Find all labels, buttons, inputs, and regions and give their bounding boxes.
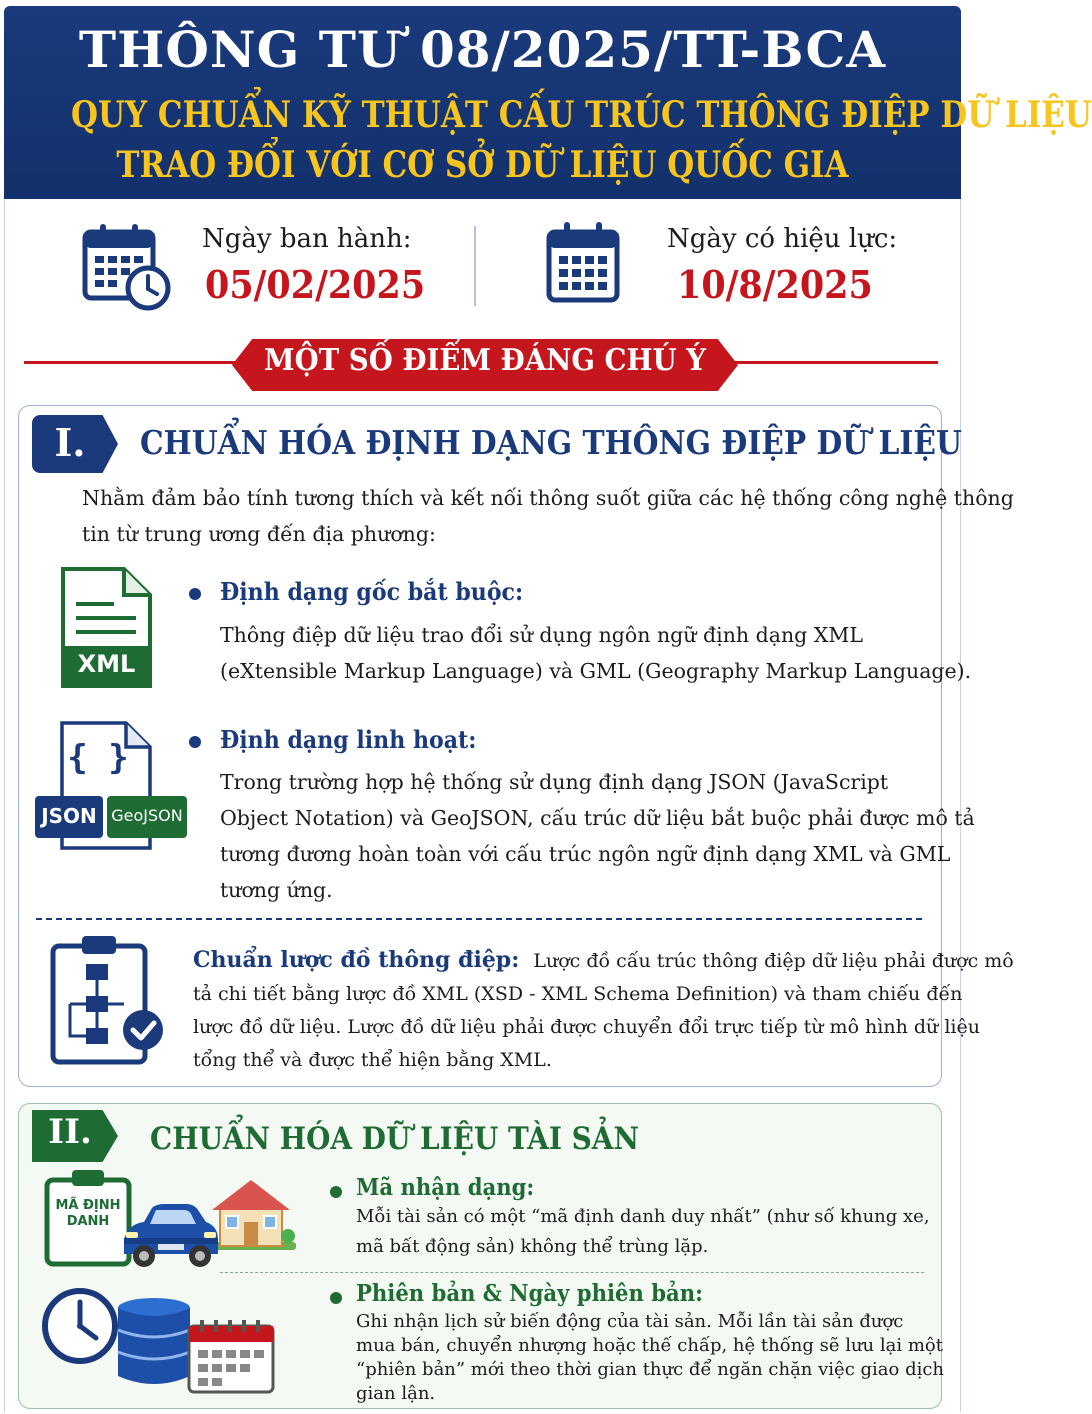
schema-line-4: tổng thể và được thể hiện bằng XML.	[193, 1049, 552, 1071]
schema-line-3: lược đồ dữ liệu. Lược đồ dữ liệu phải được chuyển đổi trực tiếp từ mô hình dữ liệu	[193, 1016, 980, 1038]
item-text-line: tương đương hoàn toàn với cấu trúc ngôn ngữ định dạng XML và GML	[220, 842, 951, 866]
section-1-number: I.	[54, 420, 86, 465]
effective-date-value: 10/8/2025	[677, 262, 873, 307]
item-heading-identifier: Mã nhận dạng:	[356, 1174, 535, 1201]
item-text-line: Mỗi tài sản có một “mã định danh duy nhất” (như số khung xe,	[356, 1206, 930, 1227]
bullet-dot	[330, 1292, 342, 1304]
date-divider	[474, 226, 476, 306]
section-1-title: CHUẨN HÓA ĐỊNH DẠNG THÔNG ĐIỆP DỮ LIỆU	[140, 423, 962, 462]
section-divider	[220, 1272, 924, 1273]
xml-icon-label: XML	[77, 650, 136, 678]
clipboard-flowchart-icon	[48, 934, 168, 1068]
item-text-line: mua bán, chuyển nhượng hoặc thế chấp, hệ thống sẽ lưu lại một	[356, 1335, 943, 1356]
database-icon	[114, 1296, 194, 1388]
item-text-line: Thông điệp dữ liệu trao đổi sử dụng ngôn ngữ định dạng XML	[220, 623, 863, 647]
item-text-line: mã bất động sản) không thể trùng lặp.	[356, 1236, 709, 1257]
item-text-line: (eXtensible Markup Language) và GML (Geography Markup Language).	[220, 659, 972, 683]
item-text-line: Ghi nhận lịch sử biến động của tài sản. Mỗi lần tài sản được	[356, 1311, 904, 1332]
notice-ribbon-text: MỘT SỐ ĐIỂM ĐÁNG CHÚ Ý	[264, 343, 706, 378]
issued-date-value: 05/02/2025	[205, 262, 426, 307]
item-text-line: tương ứng.	[220, 878, 333, 902]
calendar-clock-icon	[82, 222, 174, 312]
item-heading-flexible-format: Định dạng linh hoạt:	[220, 725, 477, 754]
header-banner	[4, 6, 1092, 199]
section-2-title: CHUẨN HÓA DỮ LIỆU TÀI SẢN	[150, 1121, 639, 1157]
id-tag-label-line-1: MÃ ĐỊNH	[55, 1198, 121, 1213]
bullet-dot	[330, 1186, 342, 1198]
item-text-line: gian lận.	[356, 1383, 436, 1404]
schema-heading: Chuẩn lược đồ thông điệp:	[193, 947, 520, 973]
document-title: THÔNG TƯ 08/2025/TT-BCA	[78, 20, 887, 79]
schema-line-1	[193, 944, 1014, 978]
geojson-icon-label: GeoJSON	[111, 806, 183, 825]
item-heading-mandatory-format: Định dạng gốc bắt buộc:	[220, 577, 524, 606]
item-text-line: “phiên bản” mới theo thời gian thực để ngăn chặn việc giao dịch	[356, 1359, 945, 1380]
item-heading-version: Phiên bản & Ngày phiên bản:	[356, 1280, 703, 1307]
subtitle-line-1: QUY CHUẨN KỸ THUẬT CẤU TRÚC THÔNG ĐIỆP DỮ LIỆU	[70, 94, 1092, 136]
item-text-line: Trong trường hợp hệ thống sử dụng định dạng JSON (JavaScript	[220, 770, 889, 794]
subtitle-line-2: TRAO ĐỔI VỚI CƠ SỞ DỮ LIỆU QUỐC GIA	[116, 144, 849, 186]
bullet-dot	[189, 588, 201, 600]
effective-date-label: Ngày có hiệu lực:	[667, 224, 898, 254]
section-1-intro-line-1: Nhằm đảm bảo tính tương thích và kết nối thông suốt giữa các hệ thống công nghệ thông	[82, 486, 1014, 510]
id-tag-label-line-2: DANH	[66, 1214, 110, 1229]
issued-date-label: Ngày ban hành:	[202, 224, 412, 254]
section-2-number: II.	[48, 1112, 92, 1152]
car-icon	[118, 1200, 222, 1272]
calendar-icon	[186, 1316, 276, 1396]
section-1-intro-line-2: tin từ trung ương đến địa phương:	[82, 522, 436, 546]
json-icon-braces: { }	[67, 738, 129, 778]
clock-icon	[40, 1286, 120, 1366]
schema-text-start: Lược đồ cấu trúc thông điệp dữ liệu phải được mô	[533, 950, 1014, 972]
json-icon-label: JSON	[41, 804, 97, 828]
bullet-dot	[189, 736, 201, 748]
schema-line-2: tả chi tiết bằng lược đồ XML (XSD - XML Schema Definition) và tham chiếu đến	[193, 983, 963, 1005]
calendar-icon	[546, 220, 622, 306]
section-divider	[36, 918, 922, 920]
item-text-line: Object Notation) và GeoJSON, cấu trúc dữ liệu bắt buộc phải được mô tả	[220, 806, 975, 830]
